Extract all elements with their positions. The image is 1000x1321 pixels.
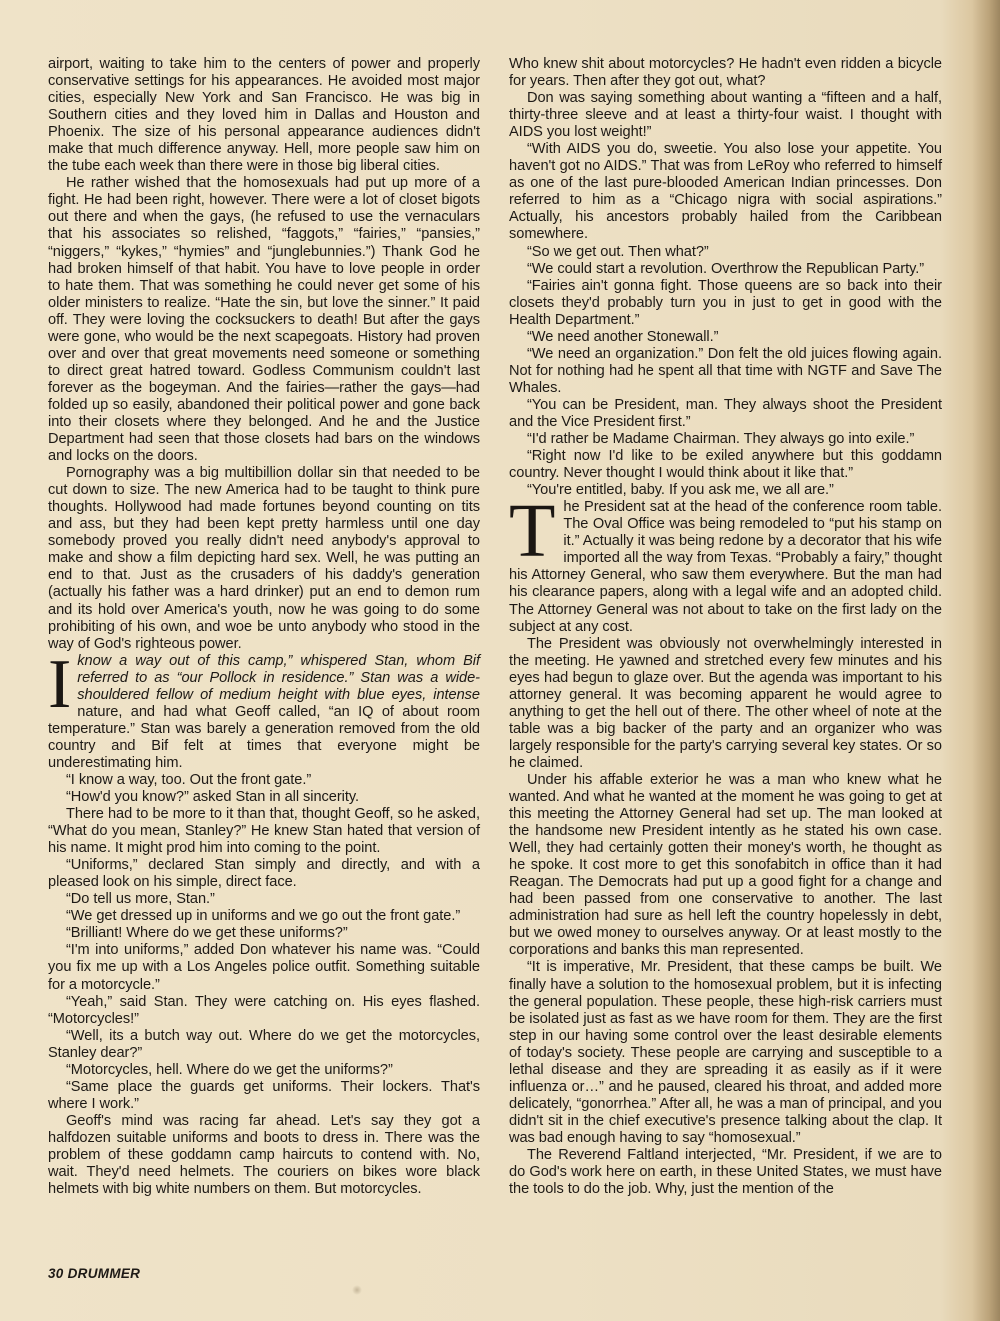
paragraph-text: he President sat at the head of the conference room table. The Oval Office was being remodeled to “put his stamp on it.” Actually it was being redone by a decorator that his wife imported all the way from Texas. “Probably a fairy,” thought his Attorney General, who saw them everywhere. But the man had his clearance papers, along with a legal wife and an adopted child. The Attorney General was not about to take on the first lady on the subject at any cost. (509, 499, 942, 635)
dialogue-line: “We need an organization.” Don felt the old juices flowing again. Not for nothing had he spent all that time with NGTF and Save The Whales. (509, 345, 942, 396)
dialogue-line: “Do tell us more, Stan.” (66, 891, 215, 908)
paragraph-text: nature, and had what Geoff called, “an IQ of about room temperature.” Stan was barely a generation removed from the old country and Bif felt at times that everyone might be underestimating him. (48, 703, 480, 771)
page-folio (48, 1266, 140, 1281)
dialogue-line: “Uniforms,” declared Stan simply and directly, and with a pleased look on his simple, direct face. (48, 857, 480, 891)
dialogue-line: “Yeah,” said Stan. They were catching on. His eyes flashed. “Motorcycles!” (48, 993, 480, 1027)
paragraph: Pornography was a big multibillion dollar sin that needed to be cut down to size. The new America had to be taught to think pure thoughts. Hollywood had made fortunes beyond counting on tits and ass, but they had been kept pretty harmless until one day somebody proved you really didn't need anybody's approval to make and show a film depicting hard sex. Well, he was putting an end to that. Just as the crusaders of his daddy's generation (actually his father was a hard drinker) put an end to demon rum and its hold over America's youth, now he was going to do some prohibiting of his own, and woe be unto anybody who stood in the way of God's righteous power. (48, 465, 480, 652)
paragraph: Geoff's mind was racing far ahead. Let's say they got a halfdozen suitable uniforms and boots to dress in. There was the problem of these goddamn camp haircuts to contend with. No, wait. They'd need helmets. The couriers on bikes wore black helmets with big white numbers on them. But motorcycles. (48, 1112, 480, 1198)
binding-gutter (972, 0, 1000, 1321)
paragraph: airport, waiting to take him to the centers of power and properly conservative settings for his appearances. He avoided most major cities, especially New York and San Francisco. He was big in Southern cities and they loved him in Dallas and Houston and Phoenix. The size of his personal appearance audiences didn't make that much difference anyway. Hell, more people saw him on the tube each week than there were in those big liberal cities. (48, 56, 480, 175)
paragraph: Who knew shit about motorcycles? He hadn't even ridden a bicycle for years. Then after they got out, what? (509, 56, 942, 90)
paragraph: Don was saying something about wanting a “fifteen and a half, thirty-three sleeve and at least a thirty-four waist. I thought with AIDS you lost weight!” (509, 90, 942, 141)
dialogue-line: “Right now I'd like to be exiled anywhere but this goddamn country. Never thought I would think about it like that.” (509, 448, 942, 482)
dialogue-line: “Motorcycles, hell. Where do we get the uniforms?” (66, 1061, 393, 1078)
drop-cap: I (48, 645, 72, 723)
dialogue-line: “So we get out. Then what?” (527, 243, 709, 260)
page-number: 30 (48, 1266, 64, 1281)
magazine-name: DRUMMER (67, 1266, 141, 1281)
dialogue-line: “Fairies ain't gonna fight. Those queens are so back into their closets they'd probably turn you in just to get in good with the Health Department.” (509, 277, 942, 328)
paragraph: Under his affable exterior he was a man who knew what he wanted. And what he wanted at the moment he was going to get at this meeting the Attorney General had set up. The man looked at the handsome new President intently as he stated his own case. Well, they had certainly gotten their money's worth, he thought as he spoke. It cost more to get this sonofabitch in office than it had Reagan. The Democrats had put up a good fight for a change and had been passed from one conservative to another. The last administration had sure as hell left the country hopelessly in debt, but we owed money to ourselves anyway. Or at least mostly to the corporations and banks this man represented. (509, 771, 942, 959)
drop-cap: T (509, 489, 556, 574)
paragraph: “It is imperative, Mr. President, that these camps be built. We finally have a solution to the homosexual problem, but it is infecting the general population. These people, these high-risk carriers must be isolated just as fast as we have room for them. They are the first step in our having some control over the least desirable elements of today's society. These people are carrying and susceptible to a lethal disease and they are spreading it as easily as if it were influenza or…” and he paused, cleared his throat, and added more delicately, “gonorrhea.” After all, he was a man of principal, and you didn't sit in the chief executive's presence talking about the clap. It was bad enough having to say “homosexual.” (509, 959, 942, 1146)
dialogue-line: “You can be President, man. They always shoot the President and the Vice President first.” (509, 396, 942, 430)
paragraph: There had to be more to it than that, thought Geoff, so he asked, “What do you mean, Stanley?” He knew Stan hated that version of his name. It might prod him into coming to the point. (48, 806, 480, 857)
dialogue-line: “We get dressed up in uniforms and we go out the front gate.” (66, 908, 461, 925)
paragraph: The President was obviously not overwhelmingly interested in the meeting. He yawned and stretched every few minutes and his eyes had begun to glaze over. But the agenda was important to his attorney general. It was becoming apparent he would agree to anything to get the hell out of there. The other wheel of note at the table was a big backer of the party and an organizer who was largely responsible for the party's carrying several key states. Or so he claimed. (509, 635, 942, 771)
dialogue-line: “Well, its a butch way out. Where do we get the motorcycles, Stanley dear?” (48, 1027, 480, 1061)
dialogue-line: “I know a way, too. Out the front gate.” (66, 771, 312, 788)
right-column (509, 56, 942, 1198)
dialogue-line: “We need another Stonewall.” (527, 328, 719, 345)
dialogue-line: “Same place the guards get uniforms. Their lockers. That's where I work.” (48, 1078, 480, 1112)
left-column (48, 56, 480, 1198)
dialogue-line: “We could start a revolution. Overthrow the Republican Party.” (527, 260, 925, 277)
dialogue-line: “Brilliant! Where do we get these uniforms?” (66, 925, 348, 942)
paragraph: “With AIDS you do, sweetie. You also lose your appetite. You haven't got no AIDS.” That was from LeRoy who referred to himself as one of the last pure-blooded American Indian princesses. Don referred to him as a “Chicago nigra with social aspirations.” Actually, his ancestors probably hailed from the Caribbean somewhere. (509, 141, 942, 243)
dialogue-line: “I'd rather be Madame Chairman. They always go into exile.” (527, 431, 915, 448)
dialogue-line: “I'm into uniforms,” added Don whatever his name was. “Could you fix me up with a Los Angeles police outfit. Something suitable for a motorcycle.” (48, 942, 480, 993)
section-opening-paragraph (48, 645, 480, 772)
dialogue-line: “You're entitled, baby. If you ask me, we all are.” (527, 482, 834, 499)
dialogue-line: “How'd you know?” asked Stan in all sincerity. (66, 789, 360, 806)
paragraph: The Reverend Faltland interjected, “Mr. President, if we are to do God's work here on earth, in these United States, we must have the tools to do the job. Why, just the mention of the (509, 1147, 942, 1198)
print-smudge (352, 1285, 362, 1295)
paragraph: He rather wished that the homosexuals had put up more of a fight. He had been right, however. There were a lot of closet bigots out there and when the gays, (he refused to use the vernaculars that his associates so relished, “faggots,” “fairies,” “pansies,” “niggers,” “kykes,” “hymies” and “junglebunnies.”) Thank God he had broken himself of that habit. You have to love people in order to hate them. That was something he could never get some of his older ministers to realize. “Hate the sin, but love the sinner.” It paid off. They were loving the cocksuckers to death! But after the gays were gone, who would be the next scapegoats. History had proven over and over that great movements need someone or something to direct great hatred toward. Godless Communism couldn't last forever as the bogeyman. And the fairies—rather the gays—had folded up so easily, abandoned their political power and gone back into their closets where they belonged. And he and the Justice Department had seen that those closets had bars on the windows and locks on the doors. (48, 175, 480, 465)
italic-lead-in: know a way out of this camp,” whispered Stan, whom Bif referred to as “our Pollock in residence.” Stan was a wide-shouldered fellow of medium height with blue eyes, intense (77, 652, 480, 703)
